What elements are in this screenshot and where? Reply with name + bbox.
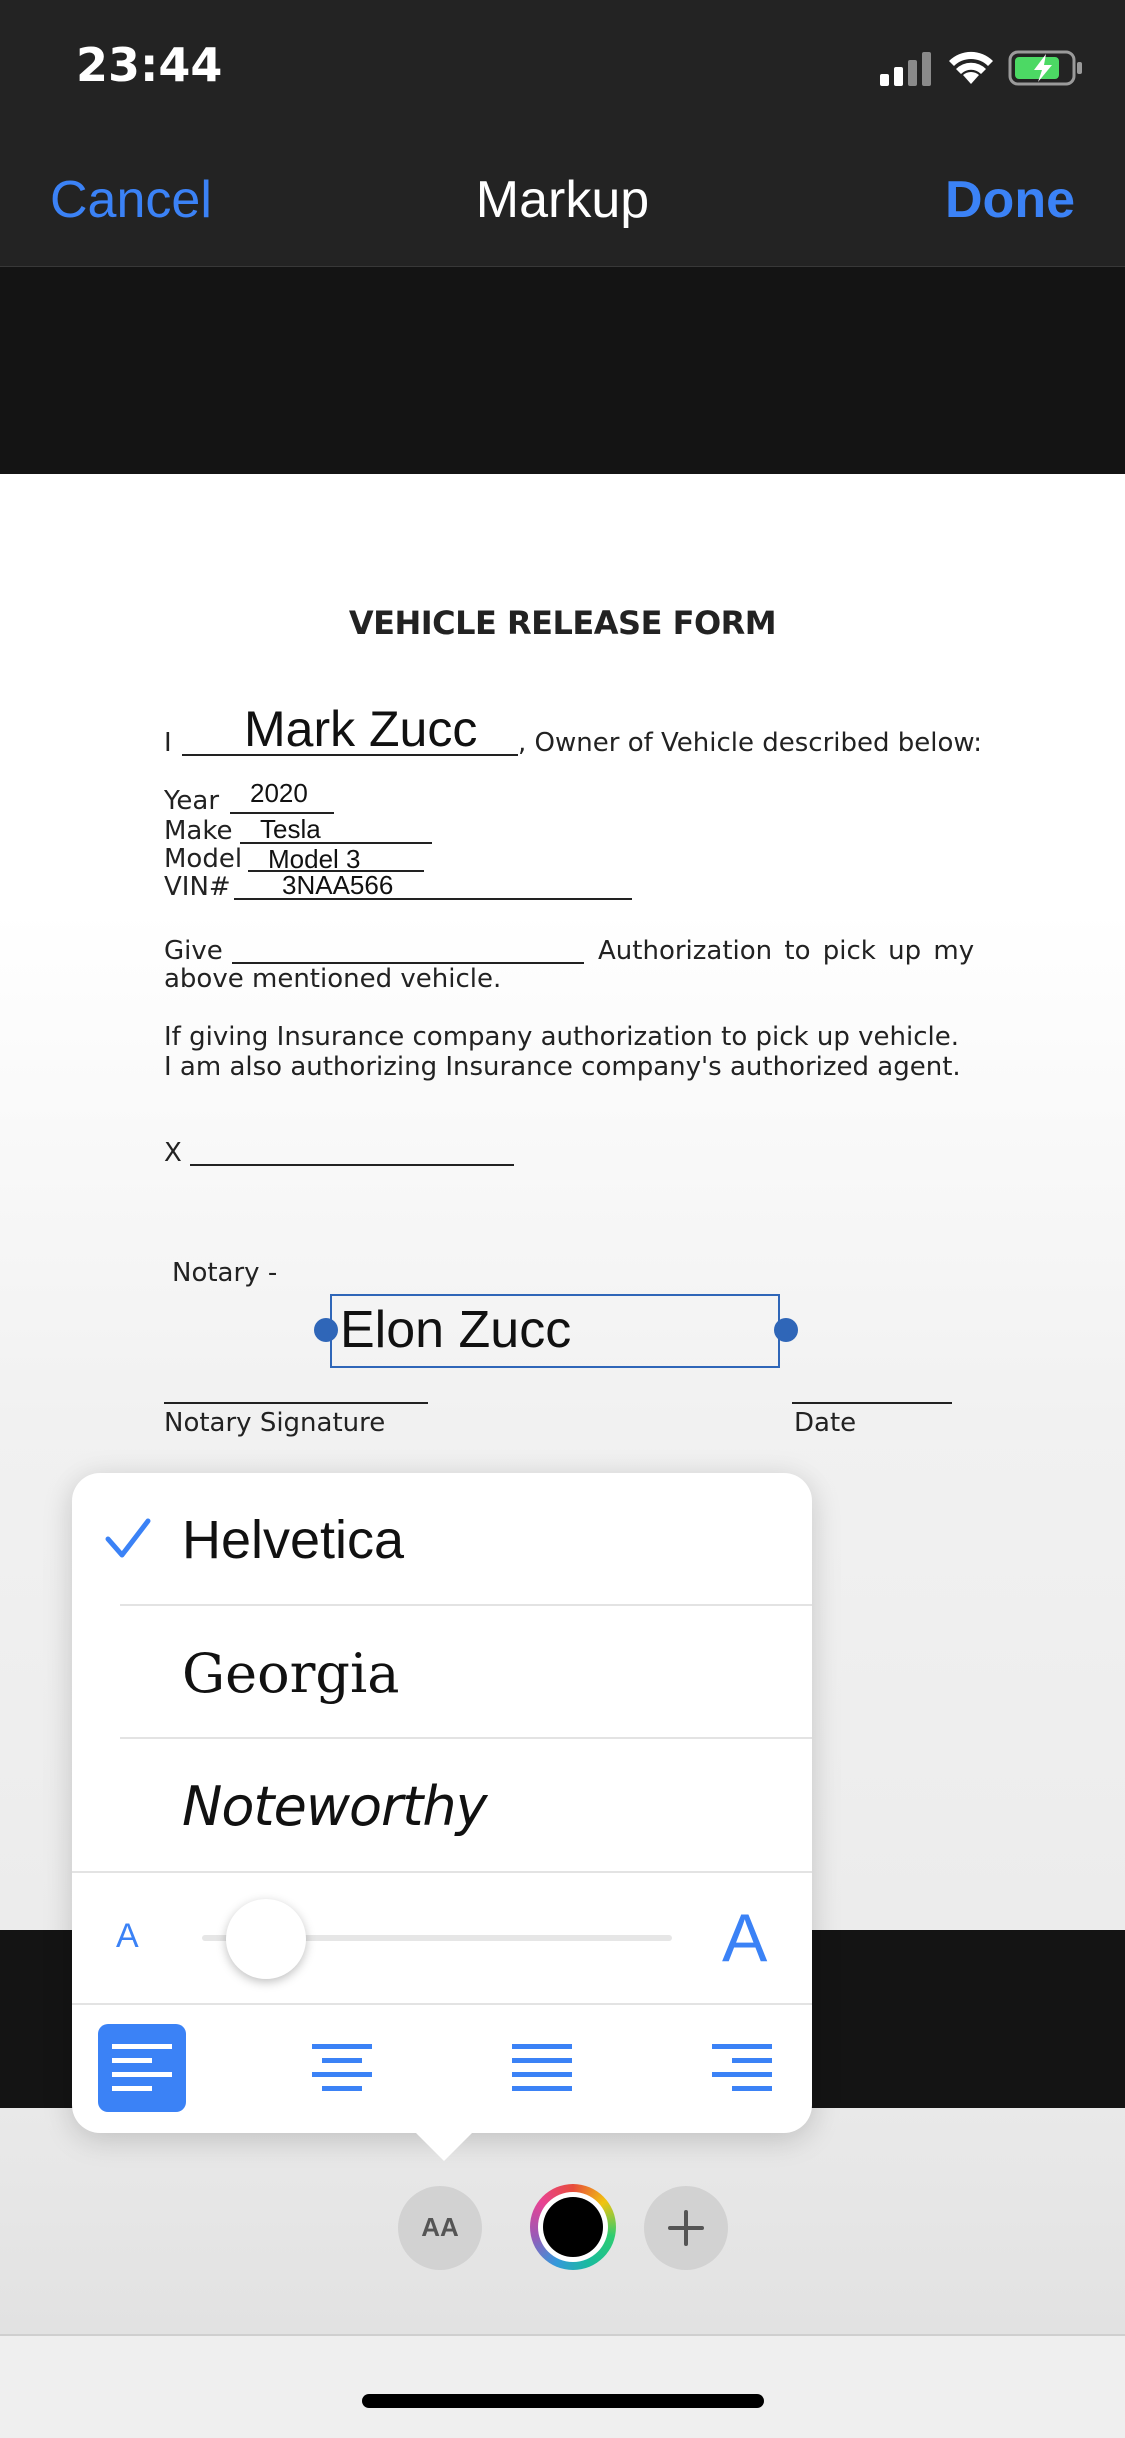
- notary-signature-label: Notary Signature: [164, 1408, 386, 1438]
- text-style-label: AA: [421, 2212, 459, 2242]
- plus-icon: [666, 2208, 706, 2248]
- date-label: Date: [794, 1408, 857, 1438]
- slider-thumb[interactable]: [226, 1899, 306, 1979]
- year-value[interactable]: 2020: [250, 778, 308, 808]
- battery-charging-icon: [1008, 50, 1084, 86]
- vin-value[interactable]: 3NAA566: [282, 870, 394, 900]
- x-label: X: [164, 1138, 182, 1168]
- date-underline: [792, 1402, 952, 1404]
- year-label: Year: [164, 786, 220, 816]
- signature-text-box[interactable]: [330, 1294, 780, 1368]
- status-bar: [0, 0, 1125, 130]
- document-title: VEHICLE RELEASE FORM: [348, 604, 777, 642]
- cancel-button[interactable]: Cancel: [50, 171, 212, 229]
- font-popover: [72, 1473, 812, 2133]
- checkmark-icon: [104, 1517, 152, 1561]
- align-justify-icon: [512, 2044, 572, 2092]
- x-underline: [190, 1164, 514, 1166]
- align-right-button[interactable]: [698, 2024, 786, 2112]
- font-option-georgia[interactable]: [72, 1606, 812, 1738]
- add-button[interactable]: [644, 2186, 728, 2270]
- make-value[interactable]: Tesla: [260, 814, 321, 844]
- text-style-button[interactable]: [398, 2186, 482, 2270]
- notary-label: Notary -: [172, 1258, 278, 1288]
- status-time: 23:44: [76, 38, 223, 92]
- align-center-icon: [312, 2044, 372, 2092]
- align-right-icon: [712, 2044, 772, 2092]
- align-left-icon: [112, 2044, 172, 2092]
- align-center-button[interactable]: [298, 2024, 386, 2112]
- insurance-line2: I am also authorizing Insurance company's authorized agent.: [164, 1052, 961, 1082]
- owner-prefix: I: [164, 728, 172, 758]
- size-large-label: A: [722, 1900, 768, 1976]
- notary-underline: [164, 1402, 428, 1404]
- page-title: Markup: [475, 171, 650, 229]
- model-value[interactable]: Model 3: [268, 844, 361, 874]
- align-left-button[interactable]: [98, 2024, 186, 2112]
- vin-label: VIN#: [164, 872, 231, 902]
- home-area: [0, 2334, 1125, 2438]
- owner-name[interactable]: Mark Zucc: [244, 701, 478, 757]
- canvas-background: [0, 267, 1125, 474]
- font-name-helvetica: Helvetica: [182, 1510, 405, 1570]
- font-option-noteworthy[interactable]: [72, 1739, 812, 1871]
- popover-arrow: [412, 2129, 476, 2161]
- resize-handle-left[interactable]: [314, 1318, 338, 1342]
- align-justify-button[interactable]: [498, 2024, 586, 2112]
- owner-suffix: , Owner of Vehicle described below:: [518, 728, 983, 758]
- model-label: Model: [164, 844, 243, 874]
- size-small-label: A: [116, 1917, 139, 1955]
- resize-handle-right[interactable]: [774, 1318, 798, 1342]
- color-picker-button[interactable]: [530, 2184, 616, 2270]
- markup-toolbar: [0, 2108, 1125, 2334]
- divider: [72, 2003, 812, 2005]
- give-line2: above mentioned vehicle.: [164, 964, 502, 994]
- font-name-noteworthy: Noteworthy: [182, 1775, 487, 1838]
- done-button[interactable]: Done: [945, 171, 1075, 229]
- notary-signature-text[interactable]: Elon Zucc: [340, 1301, 572, 1359]
- wifi-icon: [948, 50, 994, 86]
- insurance-line1: If giving Insurance company authorization to pick up vehicle.: [164, 1022, 959, 1052]
- selected-color-swatch: [543, 2197, 603, 2257]
- make-label: Make: [164, 816, 233, 846]
- nav-bar: [0, 130, 1125, 267]
- give-suffix: Authorization to pick up my: [598, 936, 975, 966]
- home-indicator[interactable]: [362, 2394, 764, 2408]
- signal-icon: [880, 52, 932, 86]
- font-option-helvetica[interactable]: [72, 1473, 812, 1605]
- give-label: Give: [164, 936, 223, 966]
- font-name-georgia: Georgia: [182, 1642, 400, 1705]
- font-size-row: [72, 1873, 812, 2003]
